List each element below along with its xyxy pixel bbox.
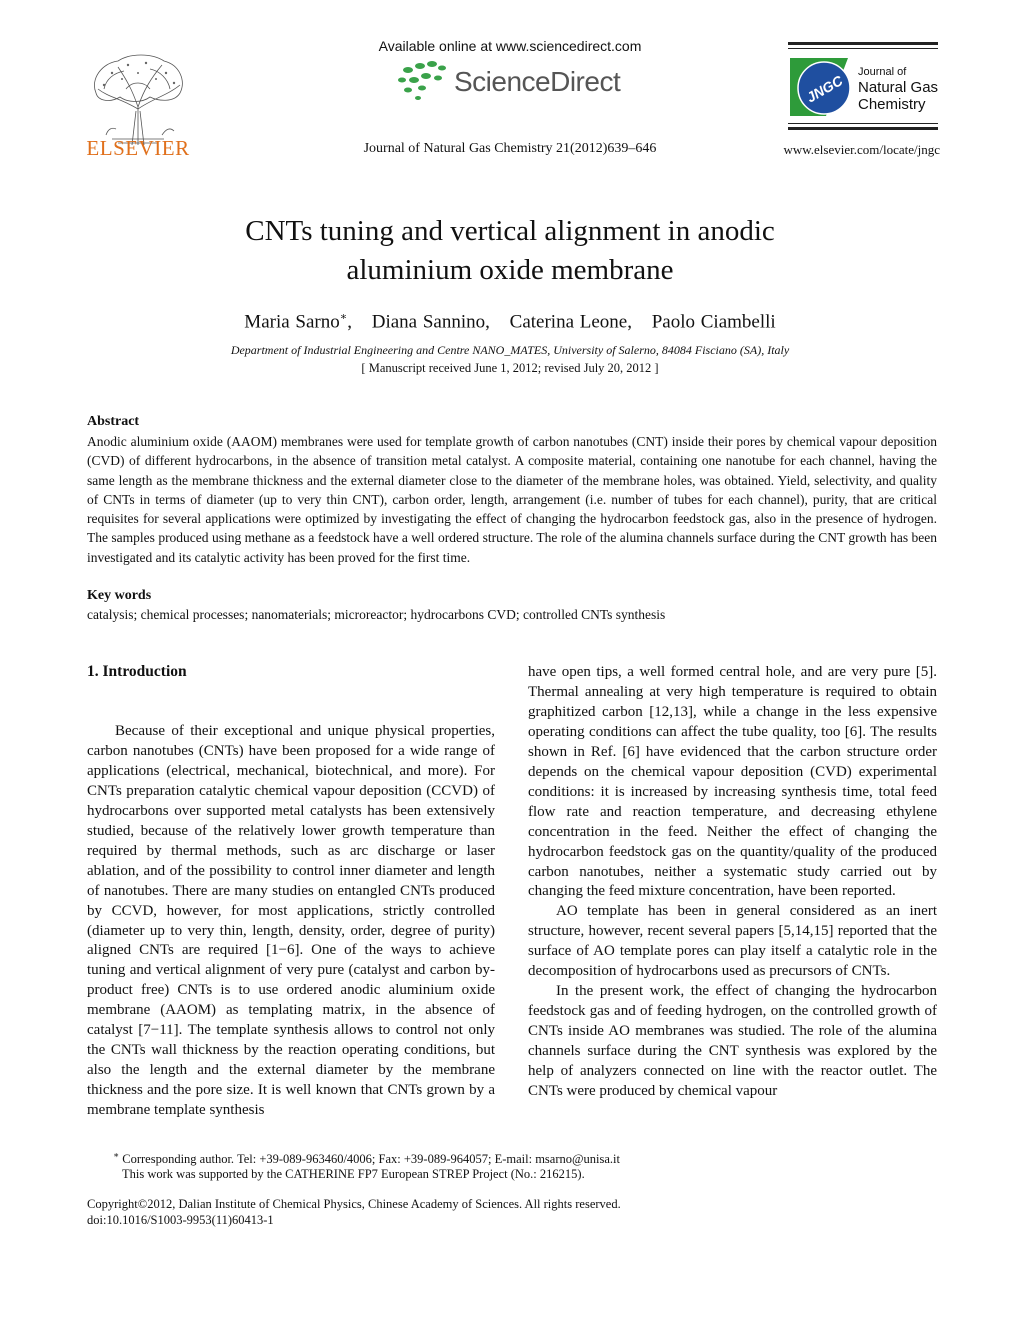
jngc-badge-text: JNGC <box>803 72 846 106</box>
jngc-name-line: Natural Gas <box>858 79 939 96</box>
body-paragraph: AO template has been in general considered as an inert structure, however, recent several papers [5,14,15] reported that the surface of AO template pores can play itself a catalytic role in the decomposition of hydrocarbons used as precursors of CNTs. <box>528 903 937 980</box>
author-name: Paolo Ciambelli <box>651 311 776 333</box>
doi[interactable]: doi:10.1016/S1003-9953(11)60413-1 <box>87 1213 274 1227</box>
body-paragraph: In the present work, the effect of changing the hydrocarbon feedstock gas and of feeding hydrogen, on the controlled growth of CNTs inside AO membranes was studied. The role of the alumina channels surface during the CNT synthesis was explored by the help of analyzers connected on line with the reactor outlet. The CNTs were produced by chemical vapour <box>528 983 937 1100</box>
footnote-corresponding <box>113 1150 620 1167</box>
header-rule <box>788 42 938 45</box>
author-name: Maria Sarno <box>244 311 340 333</box>
body-paragraph: Because of their exceptional and unique physical properties, carbon nanotubes (CNTs) have been proposed for a wide range of applications (electrical, mechanical, biotechnical, and more). For CNTs preparation catalytic chemical vapour deposition (CCVD) of hydrocarbons over supported metal catalysts has been extensively studied, because of the relatively lower growth temperature than required by thermal methods, such as arc discharge or laser ablation, and of the possibility to control inner diameter and length of nanotubes. There are many studies on entangled CNTs produced by CCVD, however, for most applications, strictly controlled (diameter up to very thin, length, density, order, degree of purity) aligned CNTs are required [1−6]. One of the ways to achieve tuning and vertical alignment of very pure (catalyst and carbon by-product free) CNTs is to use ordered anodic aluminium oxide membrane (AAOM) as templating matrix, in the absence of catalyst [7−11]. The template synthesis allows to control not only the CNTs wall thickness by the reaction operating conditions, but also the length and the external diameter by the membrane thickness and the pore size. It is well known that CNTs grown by a membrane template synthesis <box>87 723 495 1119</box>
jngc-name-line: Chemistry <box>858 96 926 113</box>
article-title <box>160 212 860 290</box>
header-rule <box>788 123 938 124</box>
abstract-text: Anodic aluminium oxide (AAOM) membranes were used for template growth of carbon nanotubes (CNT) inside their pores by chemical vapour deposition (CVD) of different hydrocarbons, in the absence of transition metal catalyst. A composite material, containing one nanotube for each channel, having the same length as the membrane thickness and the external diameter close to the diameter of the membrane holes, was obtained. Yield, selectivity, and quality of CNTs in terms of diameter (up to very thin CNT), carbon order, length, arrangement (i.e. number of tubes for each channel), purity, that are critical requisites for several applications were optimized by investigating the effect of changing the hydrocarbon feedstock gas, also in the presence of hydrogen. The samples produced using methane as a feedstock have a well ordered structure. The role of the alumina channels surface during the CNT growth has been investigated and its catalytic activity has been proved for the first time. <box>87 434 937 565</box>
keywords-text: catalysis; chemical processes; nanomaterials; microreactor; hydrocarbons CVD; controlled CNTs synthesis <box>87 607 666 622</box>
section-heading: 1. Introduction <box>87 663 187 680</box>
journal-url[interactable]: www.elsevier.com/locate/jngc <box>783 142 940 157</box>
footnote-support: This work was supported by the CATHERINE FP7 European STREP Project (No.: 216215). <box>122 1167 585 1181</box>
footnote-mark: ∗ <box>113 1150 120 1160</box>
header-rule <box>788 48 938 49</box>
elsevier-wordmark: ELSEVIER <box>86 136 190 160</box>
jngc-journal-of: Journal of <box>858 66 907 78</box>
sciencedirect-wordmark: ScienceDirect <box>454 66 621 97</box>
left-column <box>87 722 495 1121</box>
abstract-heading: Abstract <box>87 414 140 429</box>
keywords-heading: Key words <box>87 588 152 603</box>
manuscript-dates: [ Manuscript received June 1, 2012; revised July 20, 2012 ] <box>361 361 659 375</box>
footnote-text: Corresponding author. Tel: +39-089-963460/4006; Fax: +39-089-964057; E-mail: msarno@unisa.it <box>122 1152 620 1167</box>
body-paragraph: have open tips, a well formed central hole, and are very pure [5]. Thermal annealing at very high temperature is required to obtain graphitized carbon [12,13], while a change in the less expensive operating conditions can affect the tube quality, too [6]. The results shown in Ref. [6] have evidenced that the carbon structure order depends on the chemical vapour deposition (CVD) experimental conditions: it is increased by increasing synthesis time, total feed flow rate and reaction temperature, and decreasing ethylene concentration in the feed. Neither the effect of changing the hydrocarbon feedstock gas on the quantity/quality of the produced carbon nanotubes, neither a systematic study carried out by changing the feed mixture concentration, have been reported. <box>528 664 937 900</box>
header-rule <box>788 127 938 130</box>
available-online-text: Available online at www.sciencedirect.com <box>378 38 642 54</box>
author-name: Diana Sannino <box>371 311 486 333</box>
right-column <box>528 663 937 1102</box>
title-line: aluminium oxide membrane <box>346 254 674 286</box>
author-name: Caterina Leone <box>509 311 628 333</box>
affiliation: Department of Industrial Engineering and Centre NANO_MATES, University of Salerno, 84084 Fisciano (SA), Italy <box>230 343 790 357</box>
author-list: Maria Sarno∗, Diana Sannino, Caterina Leone, Paolo Ciambelli <box>244 311 776 333</box>
corresponding-mark: ∗ <box>339 311 348 323</box>
jngc-journal-name <box>858 79 938 113</box>
title-line: CNTs tuning and vertical alignment in anodic <box>245 215 775 247</box>
journal-reference: Journal of Natural Gas Chemistry 21(2012)639–646 <box>363 141 657 156</box>
jngc-logo <box>788 54 854 120</box>
copyright-notice: Copyright©2012, Dalian Institute of Chemical Physics, Chinese Academy of Sciences. All rights reserved. <box>87 1197 621 1211</box>
